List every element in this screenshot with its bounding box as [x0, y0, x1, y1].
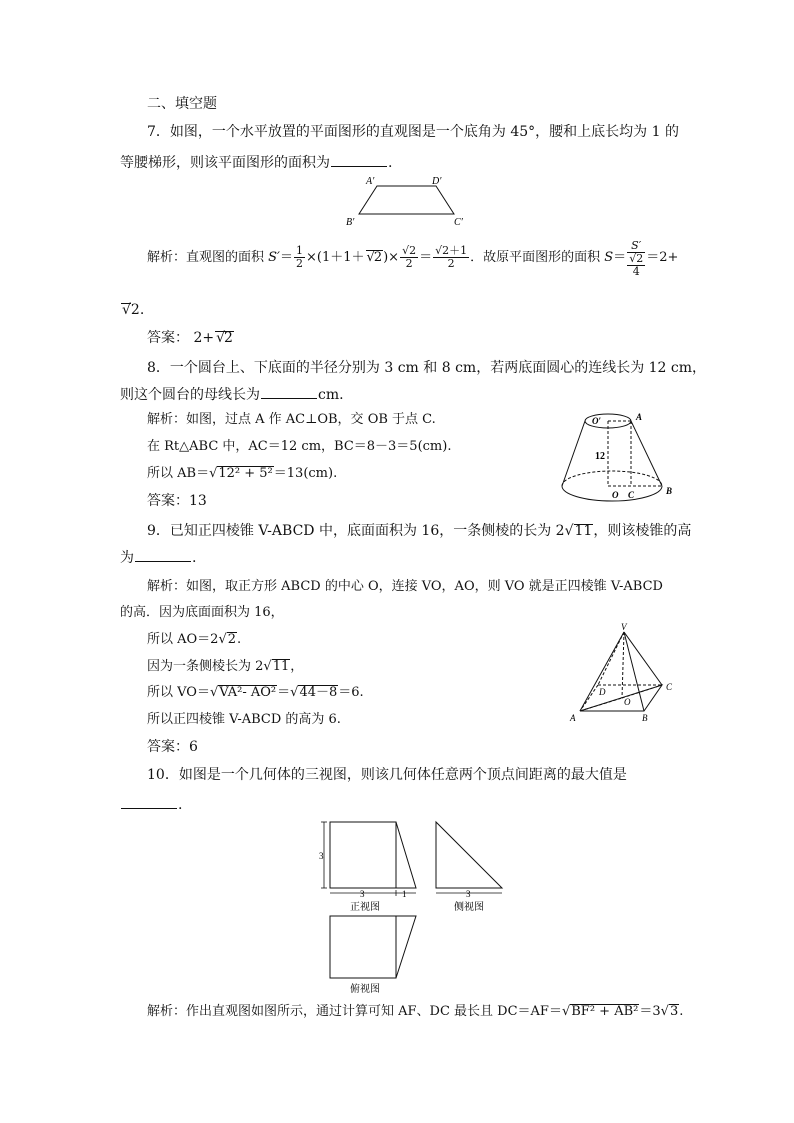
q8-line2-text: 则这个圆台的母线长为 — [120, 387, 260, 403]
q7-line2-end: . — [388, 155, 393, 171]
q9-answer: 答案：6 — [147, 739, 198, 755]
label-A-prime: A′ — [366, 176, 375, 187]
trapezoid-shape — [359, 186, 454, 214]
q10-sol-radicand2: 3 — [669, 1004, 679, 1019]
frustum-right-side — [631, 421, 662, 486]
q10-sol-pre: 解析：作出直观图如图所示，通过计算可知 AF、DC 最长且 DC＝AF＝ — [147, 1004, 562, 1019]
side-view-triangle — [436, 822, 502, 888]
q9-line1-post: ，则该棱锥的高 — [593, 523, 692, 539]
label-C-prime: C′ — [454, 217, 463, 228]
q10-sol-mid: ＝3 — [639, 1004, 661, 1019]
q9-sol5-radicand2: 44－8 — [299, 685, 338, 700]
label-B-prime: B′ — [346, 217, 355, 228]
q9-sol5-mid: ＝ — [277, 685, 291, 700]
q7-answer: 答案： 2+ √2 — [147, 330, 233, 346]
q8-line2 — [120, 384, 344, 405]
label-B: B — [642, 713, 648, 723]
q7-solution: 解析：直观图的面积 S′＝ $\frac{1}{2}$ ×(1＋1＋ √2)× $\frac{√2}{2}$ ＝ $\frac{√2+1}{2}$ ．故原平面图形的面积 S＝ S′ √2 4 ＝2+ — [147, 239, 679, 278]
q8-sol3-pre: 所以 AB＝ — [147, 466, 210, 481]
label-12: 12 — [595, 451, 605, 462]
label-D-prime: D′ — [432, 176, 442, 187]
q10-line2-end: . — [178, 797, 183, 813]
q10-sol-post: . — [679, 1004, 684, 1019]
answer-blank — [135, 547, 191, 562]
q9-line2-end: . — [192, 550, 197, 566]
q9-sol5-post: ＝6. — [338, 685, 364, 700]
label-O: O — [612, 490, 619, 500]
q9-pyramid-figure — [566, 622, 690, 724]
q8-sol3: 所以 AB＝√12² + 5²＝13(cm). — [147, 466, 338, 481]
label-V: V — [621, 622, 627, 632]
label-B: B — [666, 486, 673, 496]
q10-solution: 解析：作出直观图如图所示，通过计算可知 AF、DC 最长且 DC＝AF＝√BF² + AB²＝3√3. — [147, 1004, 684, 1019]
frustum-bottom-back — [562, 471, 662, 486]
q10-line2 — [120, 794, 182, 815]
q9-sol6: 所以正四棱锥 V-ABCD 的高为 6. — [147, 712, 341, 727]
q7-line1: 7．如图，一个水平放置的平面图形的直观图是一个底角为 45°，腰和上底长均为 1 的 — [147, 124, 679, 140]
q10-sol-radicand: BF² + AB² — [571, 1004, 639, 1019]
q7-solution-cont-text: 2. — [130, 302, 145, 318]
side-view-caption: 侧视图 — [454, 902, 484, 913]
q9-sol3-pre: 所以 AO＝2 — [147, 632, 219, 647]
q9-sol5-radicand1: VA²- AO² — [219, 685, 277, 700]
q9-sol4-pre: 因为一条侧棱长为 2 — [147, 659, 264, 674]
label-C: C — [628, 490, 635, 500]
q9-sol3-post: . — [237, 632, 242, 647]
q9-sol4: 因为一条侧棱长为 2√11， — [147, 659, 304, 674]
top-view-parallelogram — [396, 916, 416, 978]
q9-sol5-pre: 所以 VO＝ — [147, 685, 210, 700]
dim-side-3: 3 — [466, 889, 471, 899]
answer-blank — [261, 384, 317, 399]
q8-answer: 答案：13 — [147, 493, 207, 509]
q8-sol3-post: ＝13(cm). — [273, 466, 338, 481]
label-C: C — [666, 682, 673, 692]
q9-line1: 9．已知正四棱锥 V-ABCD 中，底面面积为 16，一条侧棱的长为 2√11，则该棱锥的高 — [147, 523, 692, 539]
q8-sol2: 在 Rt△ABC 中，AC＝12 cm，BC＝8－3＝5(cm). — [147, 439, 452, 454]
q9-sol2: 的高．因为底面面积为 16， — [120, 605, 284, 620]
front-view-square — [330, 822, 396, 888]
label-D: D — [599, 687, 606, 697]
q10-three-views-figure — [316, 818, 516, 998]
q9-sol4-post: ， — [290, 659, 304, 674]
q7-trapezoid-figure — [340, 172, 480, 230]
dim-width-1: 1 — [402, 889, 407, 899]
q7-solution-mid: ．故原平面图形的面积 — [470, 250, 605, 265]
q9-sol5: 所以 VO＝√VA²- AO²＝√44－8＝6. — [147, 685, 364, 700]
label-A: A — [636, 412, 643, 422]
q7-solution-cont: √2. — [122, 302, 145, 318]
label-O: O — [624, 697, 631, 707]
label-A: A — [570, 713, 576, 723]
q7-solution-prefix: 解析：直观图的面积 — [147, 250, 269, 265]
q9-sol4-radicand: 11 — [272, 659, 290, 674]
q9-line1-pre: 9．已知正四棱锥 V-ABCD 中，底面面积为 16，一条侧棱的长为 2 — [147, 523, 565, 539]
q9-line2 — [120, 547, 196, 568]
dim-width-3: 3 — [360, 889, 365, 899]
pyramid-edge-VC — [624, 632, 662, 685]
q8-sol3-radicand: 12² + 5² — [218, 466, 273, 481]
q8-sol1: 解析：如图，过点 A 作 AC⊥OB，交 OB 于点 C. — [147, 412, 436, 427]
front-view-caption: 正视图 — [350, 902, 380, 913]
label-O-prime: O′ — [592, 416, 602, 426]
answer-blank — [121, 794, 177, 809]
q9-sol1: 解析：如图，取正方形 ABCD 的中心 O，连接 VO，AO，则 VO 就是正四棱锥 V-ABCD — [147, 579, 663, 594]
q9-line1-radicand: 11 — [574, 523, 593, 539]
q7-line2 — [120, 152, 392, 173]
q7-answer-text: 答案： 2+ — [147, 330, 215, 346]
top-view-caption: 俯视图 — [350, 984, 380, 995]
pyramid-height-VO — [622, 632, 624, 698]
q8-line1: 8．一个圆台上、下底面的半径分别为 3 cm 和 8 cm，若两底面圆心的连线长为 12 cm， — [147, 360, 707, 376]
front-view-triangle — [396, 822, 416, 888]
q10-line1: 10．如图是一个几何体的三视图，则该几何体任意两个顶点间距离的最大值是 — [147, 767, 627, 783]
answer-blank — [331, 152, 387, 167]
q7-solution-end: 2+ — [659, 250, 679, 265]
q9-sol3: 所以 AO＝2√2. — [147, 632, 242, 647]
q7-line2-text: 等腰梯形，则该平面图形的面积为 — [120, 155, 330, 171]
q9-sol3-radicand: 2 — [227, 632, 237, 647]
q8-line2-end: cm. — [318, 387, 344, 403]
q9-line2-text: 为 — [120, 550, 134, 566]
dim-height-3: 3 — [319, 851, 324, 861]
section-title: 二、填空题 — [147, 96, 217, 112]
top-view-square — [330, 916, 396, 978]
q8-frustum-figure — [560, 404, 690, 508]
